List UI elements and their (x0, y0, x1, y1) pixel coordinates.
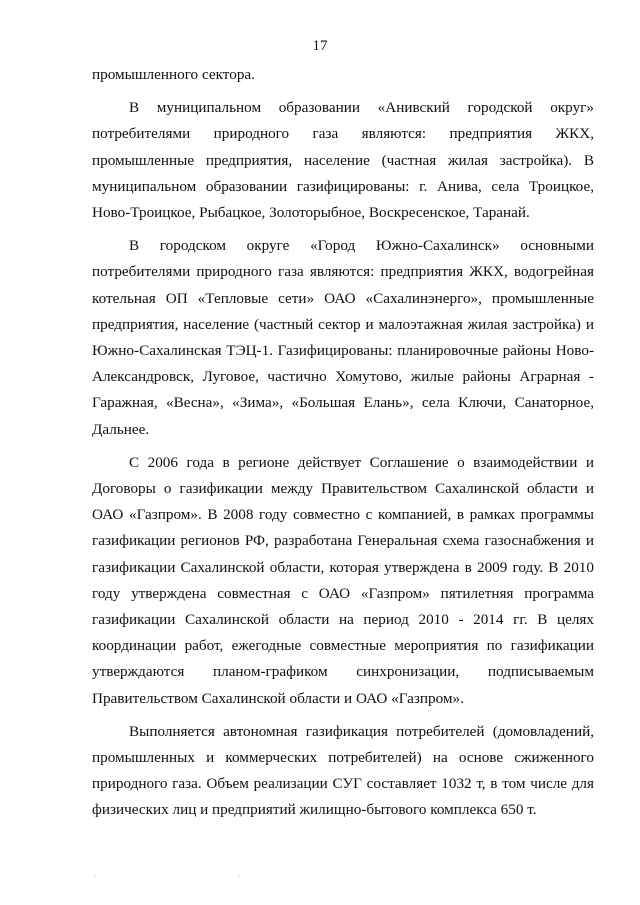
document-body (92, 62, 594, 831)
paragraph-continuation: промышленного сектора. (92, 66, 255, 83)
paragraph-anivsky-district: В муниципальном образовании «Анивский городской округ» потребителями природного газа являются: предприятия ЖКХ, промышленные предприятия, население (частная жилая застройка). В муниципальном образовании газифицированы: г. Анива, села Троицкое, Ново-Троицкое, Рыбацкое, Золоторыбное, Воскресенское, Таранай. (92, 99, 594, 222)
paragraph-gazprom-agreement: С 2006 года в регионе действует Соглашение о взаимодействии и Договоры о газификации между Правительством Сахалинской области и ОАО «Газпром». В 2008 году совместно с компанией, в рамках программы газификации регионов РФ, разработана Генеральная схема газоснабжения и газификации Сахалинской области, которая утверждена в 2009 году. В 2010 году утверждена совместная с ОАО «Газпром» пятилетняя программа газификации Сахалинской области на период 2010 - 2014 гг. В целях координации работ, ежегодные совместные мероприятия по газификации утверждаются планом-графиком синхронизации, подписываемым Правительством Сахалинской области и ОАО «Газпром». (92, 453, 594, 707)
paragraph-yuzhno-sakhalinsk: В городском округе «Город Южно-Сахалинск» основными потребителями природного газа являются: предприятия ЖКХ, водогрейная котельная ОП «Тепловые сети» ОАО «Сахалинэнерго», промышленные предприятия, население (частный сектор и малоэтажная жилая застройка) и Южно-Сахалинская ТЭЦ-1. Газифицированы: планировочные районы Ново-Александровск, Луговое, частично Хомутово, жилые районы Аграрная - Гаражная, «Весна», «Зима», «Большая Елань», села Ключи, Санаторное, Дальнее. (92, 237, 594, 438)
paragraph-autonomous-gasification: Выполняется автономная газификация потребителей (домовладений, промышленных и коммерческих потребителей) на основе сжиженного природного газа. Объем реализации СУГ составляет 1032 т, в том числе для физических лиц и предприятий жилищно-бытового комплекса 650 т. (92, 722, 594, 819)
page-number: 17 (312, 38, 328, 54)
scan-specks: . . (94, 868, 311, 878)
